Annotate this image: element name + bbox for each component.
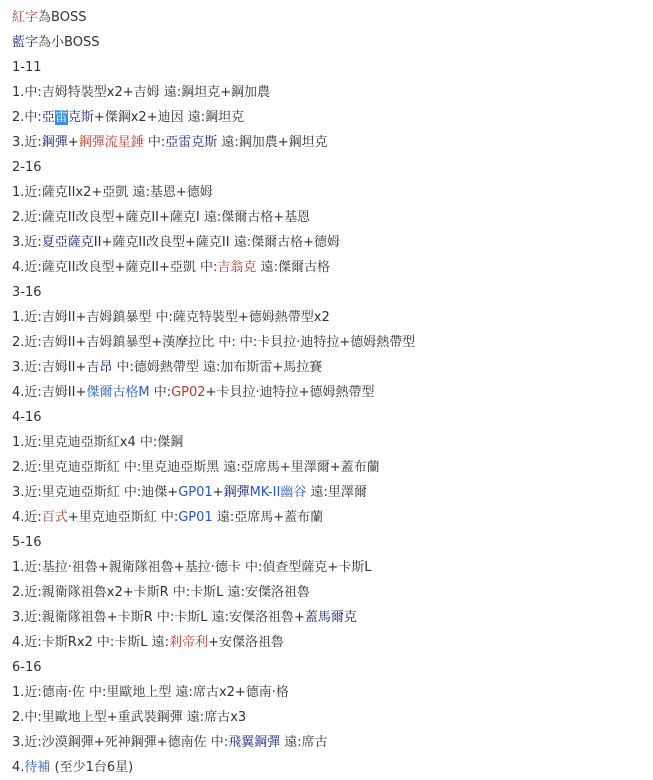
unit-name-highlight: 夏亞薩克II [41,235,102,250]
line-text: 遠:席古 [280,735,328,750]
line-text: 2.近:薩克II改良型+薩克II+薩克I 遠:傑爾古格+基恩 [12,210,311,225]
stage-heading: 5-16 [12,535,42,550]
legend-red-label: 紅字 [12,10,39,25]
wave-line [12,705,653,730]
line-text: 4.近:薩克II改良型+薩克II+亞凱 中: [12,260,218,275]
wave-line [12,105,653,130]
unit-name-highlight: 鋼彈 [223,485,250,500]
line-text: +薩克II改良型+薩克II 遠:傑爾古格+德姆 [101,235,340,250]
line-text: 1.近:基拉·祖魯+親衛隊祖魯+基拉·德卡 中:偵查型薩克+卡斯L [12,560,372,575]
unit-name-highlight: 鋼彈流星錘 [78,135,144,150]
line-text: 遠:傑爾古格 [256,260,330,275]
line-text: 2.近:里克迪亞斯紅 中:里克迪亞斯黑 遠:亞席馬+里澤爾+蓋布蘭 [12,460,380,475]
line-text: 4.近:卡斯Rx2 中:卡斯L 遠: [12,635,170,650]
wave-line [12,355,653,380]
stage-heading: 4-16 [12,410,42,425]
line-text: 2.中:里歐地上型+重武裝鋼彈 遠:席古x3 [12,710,247,725]
unit-name-highlight: 雷 [54,110,68,125]
unit-name-highlight: 百式 [41,510,68,525]
unit-name-highlight: 亞 [41,110,55,125]
line-text: 4.近:吉姆II+ [12,385,87,400]
line-text: 3.近: [12,135,42,150]
line-text: + [212,485,224,500]
stage-heading: 2-16 [12,160,42,175]
footer-line [12,755,653,780]
wave-line [12,230,653,255]
line-text: +安傑洛祖魯 [208,635,284,650]
line-text: 4.近: [12,510,42,525]
line-text: +里克迪亞斯紅 中: [67,510,179,525]
line-text: 中: [149,385,172,400]
unit-name-highlight: 鋼彈 [41,135,68,150]
legend-blue-desc: 為小BOSS [38,35,100,50]
line-text: +卡貝拉·迪特拉+德姆熱帶型 [205,385,375,400]
line-text: 遠:里澤爾 [306,485,367,500]
unit-name-highlight: 亞雷克斯 [165,135,218,150]
line-text: 3.近: [12,235,42,250]
stage-list [12,55,653,755]
footer-note: (至少1台6星) [50,760,134,775]
line-text: 遠:亞席馬+蓋布蘭 [212,510,324,525]
wave-line [12,505,653,530]
legend-blue-line [12,30,653,55]
wave-line [12,580,653,605]
unit-name-highlight: GP02 [171,385,206,400]
line-text: 1.近:里克迪亞斯紅x4 中:傑鋼 [12,435,184,450]
wave-line [12,330,653,355]
line-text: 1.近:薩克IIx2+亞凱 遠:基恩+德姆 [12,185,213,200]
unit-name-highlight: 飛翼鋼彈 [228,735,281,750]
line-text: 2.中: [12,110,42,125]
stage-heading: 1-11 [12,60,42,75]
stage-heading: 3-16 [12,285,42,300]
legend-red-line [12,5,653,30]
line-text: 中:德姆熱帶型 遠:加布斯雷+馬拉賽 [112,360,323,375]
line-text: +傑鋼x2+迪因 遠:鋼坦克 [93,110,245,125]
line-text: 3.近:里克迪亞斯紅 中:迪傑+ [12,485,179,500]
line-text: 1.近:德南·佐 中:里歐地上型 遠:席古x2+德南·格 [12,685,289,700]
unit-name-highlight: 傑爾古格M [86,385,150,400]
wave-line [12,255,653,280]
wave-line [12,555,653,580]
line-text: 中: [143,135,166,150]
line-text: 3.近:吉姆II+ [12,360,87,375]
wave-line [12,80,653,105]
line-text: 2.近:吉姆II+吉姆鎮暴型+漢摩拉比 中: 中:卡貝拉·迪特拉+德姆熱帶型 [12,335,416,350]
line-text: 1.中:吉姆特裝型x2+吉姆 遠:鋼坦克+鋼加農 [12,85,271,100]
wave-line [12,630,653,655]
unit-name-highlight: GP01 [178,485,213,500]
unit-name-highlight: 吉昂 [86,360,113,375]
unit-name-highlight: 蓋馬爾克 [304,610,357,625]
wave-line [12,180,653,205]
line-text: + [67,135,79,150]
legend-blue-label: 藍字 [12,35,39,50]
footer-colored: 待補 [24,760,51,775]
wave-line [12,730,653,755]
line-text: 3.近:親衛隊祖魯+卡斯R 中:卡斯L 遠:安傑洛祖魯+ [12,610,305,625]
unit-name-highlight: 剎帝利 [169,635,209,650]
legend-red-desc: 為BOSS [38,10,87,25]
line-text: 2.近:親衛隊祖魯x2+卡斯R 中:卡斯L 遠:安傑洛祖魯 [12,585,310,600]
line-text: 3.近:沙漠鋼彈+死神鋼彈+德南佐 中: [12,735,229,750]
wave-line [12,680,653,705]
wave-line [12,305,653,330]
unit-name-highlight: GP01 [178,510,213,525]
unit-name-highlight: MK-II幽谷 [249,485,307,500]
wave-line [12,430,653,455]
wave-line [12,605,653,630]
footer-number: 4. [12,760,25,775]
wave-line [12,130,653,155]
wave-line [12,480,653,505]
line-text: 遠:鋼加農+鋼坦克 [217,135,328,150]
wave-line [12,455,653,480]
unit-name-highlight: 克斯 [67,110,94,125]
wave-line [12,205,653,230]
stage-heading: 6-16 [12,660,42,675]
line-text: 1.近:吉姆II+吉姆鎮暴型 中:薩克特裝型+德姆熱帶型x2 [12,310,330,325]
wave-line [12,380,653,405]
unit-name-highlight: 吉翁克 [217,260,257,275]
